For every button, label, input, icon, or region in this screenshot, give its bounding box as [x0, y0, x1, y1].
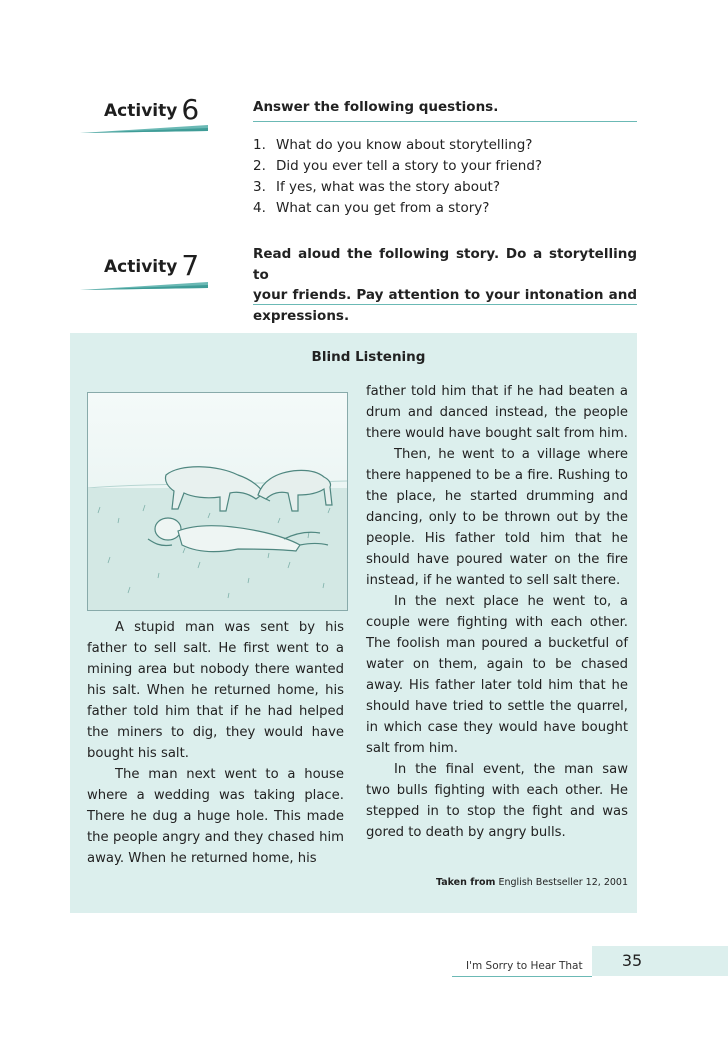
- story-paragraph: In the final event, the man saw two bulls fighting with each other. He stepped in to stop the fight and was gored to death by angry bulls.: [366, 762, 628, 840]
- activity-6-number: 6: [181, 93, 200, 126]
- story-right-column: [366, 381, 628, 843]
- credit-source: English Bestseller 12, 2001: [498, 877, 628, 888]
- activity-6-rule: [253, 121, 637, 122]
- story-illustration: [87, 392, 348, 611]
- story-left-column: [87, 617, 344, 869]
- page-number: 35: [621, 951, 643, 970]
- question-item: 1. What do you know about storytelling?: [253, 137, 533, 153]
- question-item: 2. Did you ever tell a story to your friend?: [253, 158, 543, 174]
- story-title: Blind Listening: [311, 349, 426, 365]
- story-credit: [366, 877, 628, 888]
- question-item: 4. What can you get from a story?: [253, 200, 490, 216]
- credit-label: Taken from: [435, 877, 496, 888]
- activity-6-swoosh: [80, 124, 208, 134]
- story-paragraph: father told him that if he had beaten a drum and danced instead, the people there would have bought salt from him.: [366, 384, 628, 441]
- activity-7-instruction: Read aloud the following story. Do a storytelling to your friends. Pay attention to your intonation and expressions.: [253, 246, 637, 324]
- chapter-title: I'm Sorry to Hear That: [466, 960, 583, 972]
- question-item: 3. If yes, what was the story about?: [253, 179, 501, 195]
- story-paragraph: In the next place he went to, a couple were fighting with each other. The foolish man poured a bucketful of water on them, again to be chased away. His father later told him that he should have tried to settle the quarrel, in which case they would have bought salt from him.: [366, 594, 628, 756]
- activity-7-rule: [253, 304, 637, 305]
- activity-7-number: 7: [181, 249, 200, 282]
- footer-rule: [452, 976, 592, 977]
- activity-7-label: Activity: [104, 257, 178, 277]
- story-paragraph: The man next went to a house where a wedding was taking place. There he dug a huge hole. This made the people angry and they chased him away. When he returned home, his: [87, 767, 344, 866]
- activity-6-instruction: Answer the following questions.: [253, 99, 499, 115]
- activity-6-heading: [104, 93, 199, 126]
- story-paragraph: A stupid man was sent by his father to sell salt. He first went to a mining area but nobody there wanted his salt. When he returned home, his father told him that if he had helped the miners to dig, they would have bought his salt.: [87, 620, 344, 761]
- activity-6-question-list: [253, 135, 542, 219]
- activity-7-heading: [104, 249, 199, 282]
- illustration-bulls-and-man: [88, 393, 347, 610]
- activity-7-swoosh: [80, 281, 208, 291]
- story-paragraph: Then, he went to a village where there happened to be a fire. Rushing to the place, he started drumming and dancing, only to be thrown out by the people. His father told him that he should have poured water on the fire instead, if he wanted to sell salt there.: [366, 447, 628, 588]
- activity-6-label: Activity: [104, 101, 178, 121]
